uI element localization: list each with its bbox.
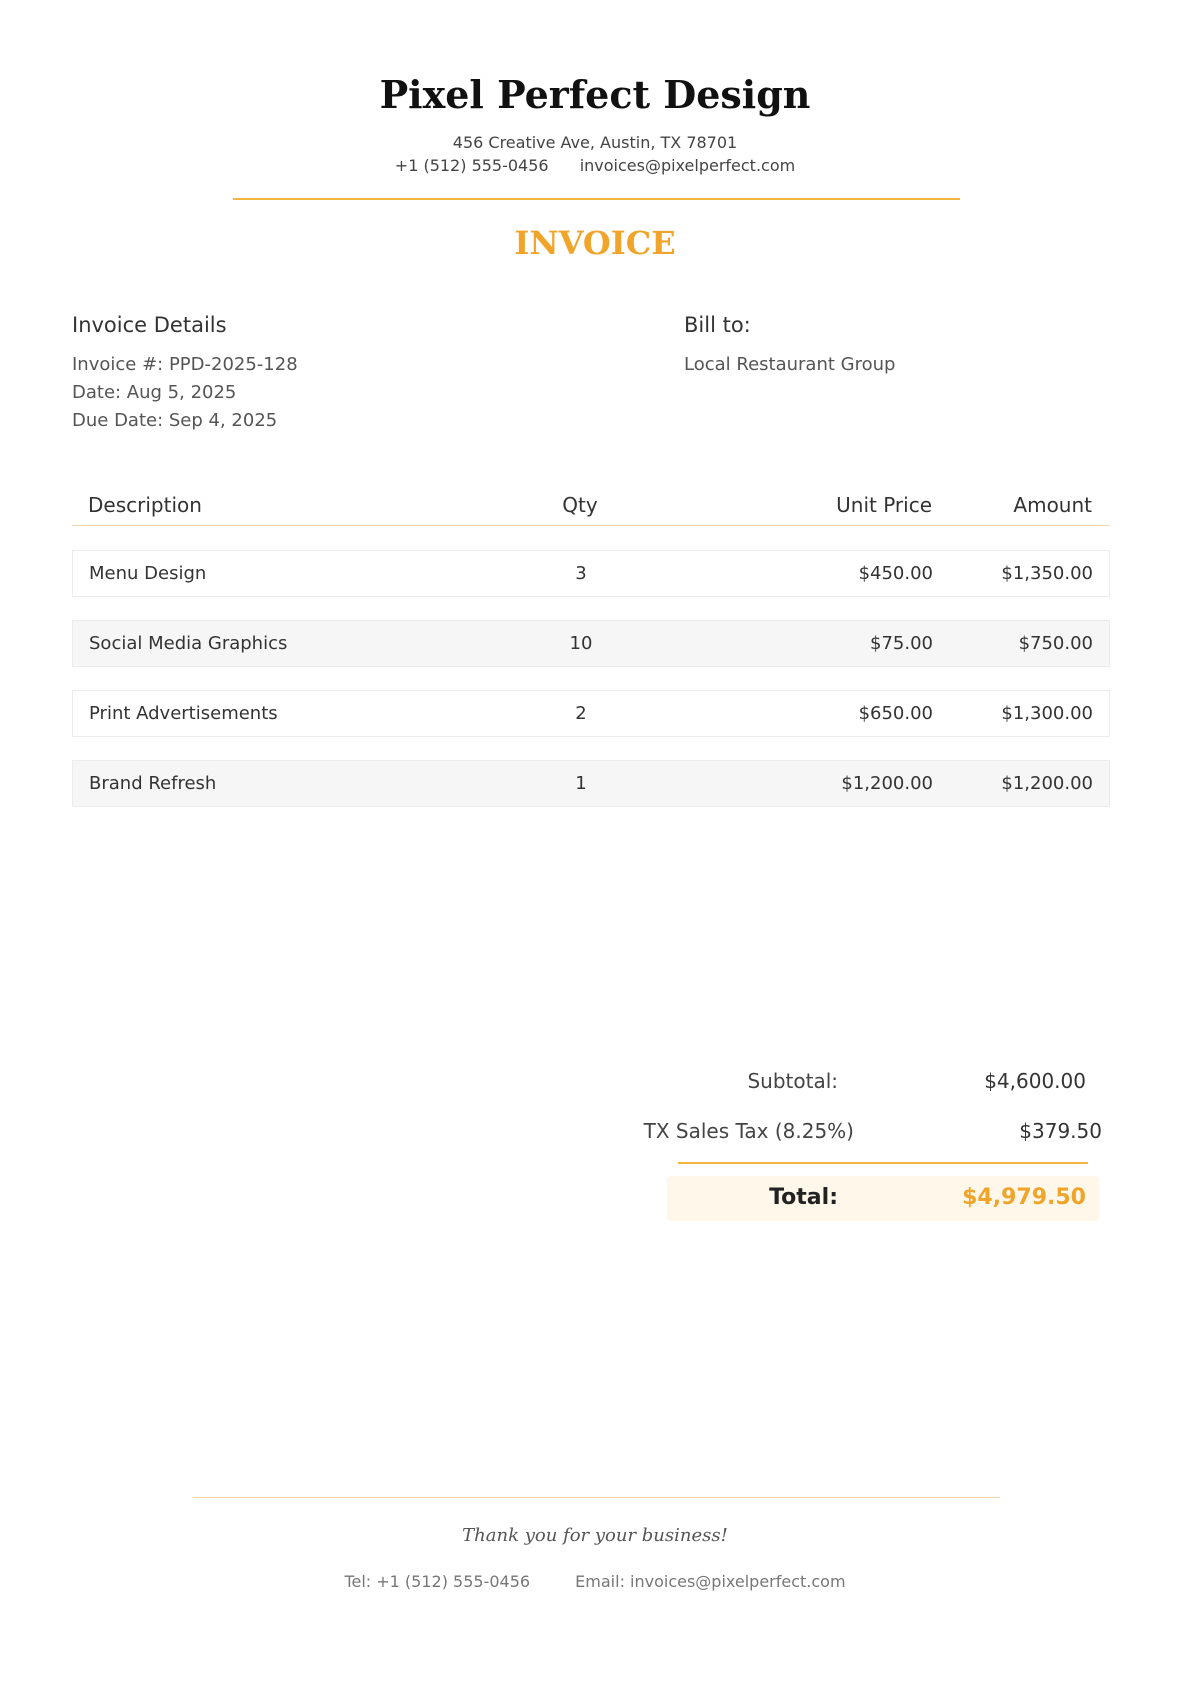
item-unit-price: $75.00 xyxy=(870,633,933,654)
bill-to-client: Local Restaurant Group xyxy=(684,354,896,375)
table-row xyxy=(72,550,1110,597)
item-amount: $1,200.00 xyxy=(1001,773,1093,794)
header-unit-price: Unit Price xyxy=(836,492,932,517)
item-qty: 1 xyxy=(575,773,587,794)
item-description: Print Advertisements xyxy=(89,703,278,724)
invoice-details xyxy=(72,313,572,435)
company-phone: +1 (512) 555-0456 xyxy=(394,156,549,175)
subtotal-label: Subtotal: xyxy=(747,1069,838,1093)
invoice-due-date: Due Date: Sep 4, 2025 xyxy=(72,410,278,431)
invoice-date: Date: Aug 5, 2025 xyxy=(72,382,237,403)
company-email: invoices@pixelperfect.com xyxy=(579,156,796,175)
header-amount: Amount xyxy=(1013,492,1092,517)
company-address: 456 Creative Ave, Austin, TX 78701 xyxy=(452,133,738,152)
item-qty: 3 xyxy=(575,563,587,584)
subtotal-value: $4,600.00 xyxy=(984,1069,1086,1093)
bill-to xyxy=(684,313,1104,379)
tax-label: TX Sales Tax (8.25%) xyxy=(643,1119,854,1143)
item-amount: $750.00 xyxy=(1018,633,1093,654)
company-name: Pixel Perfect Design xyxy=(379,72,811,117)
company-contact xyxy=(0,156,1190,175)
invoice-details-heading: Invoice Details xyxy=(72,313,227,337)
header-divider xyxy=(233,198,960,200)
item-unit-price: $650.00 xyxy=(858,703,933,724)
line-items-table xyxy=(72,484,1110,807)
footer-divider xyxy=(193,1497,1000,1498)
total-value: $4,979.50 xyxy=(962,1185,1086,1210)
item-qty: 10 xyxy=(569,633,593,654)
item-description: Social Media Graphics xyxy=(89,633,288,654)
item-unit-price: $1,200.00 xyxy=(841,773,933,794)
table-row xyxy=(72,760,1110,807)
item-unit-price: $450.00 xyxy=(858,563,933,584)
total-label: Total: xyxy=(769,1185,838,1210)
footer-tel: Tel: +1 (512) 555-0456 xyxy=(344,1572,531,1591)
invoice-number: Invoice #: PPD-2025-128 xyxy=(72,354,298,375)
document-title: INVOICE xyxy=(514,224,676,262)
header-description: Description xyxy=(88,492,202,517)
tax-value: $379.50 xyxy=(1019,1119,1102,1143)
item-amount: $1,300.00 xyxy=(1001,703,1093,724)
table-row xyxy=(72,620,1110,667)
item-description: Menu Design xyxy=(89,563,207,584)
thank-you-note: Thank you for your business! xyxy=(462,1525,728,1546)
table-row xyxy=(72,690,1110,737)
item-amount: $1,350.00 xyxy=(1001,563,1093,584)
footer-email: Email: invoices@pixelperfect.com xyxy=(575,1572,846,1591)
footer-contact xyxy=(0,1572,1190,1591)
header-qty: Qty xyxy=(562,492,598,517)
bill-to-heading: Bill to: xyxy=(684,313,751,337)
item-description: Brand Refresh xyxy=(89,773,217,794)
item-qty: 2 xyxy=(575,703,587,724)
totals-divider xyxy=(678,1162,1088,1164)
table-header xyxy=(72,484,1110,526)
